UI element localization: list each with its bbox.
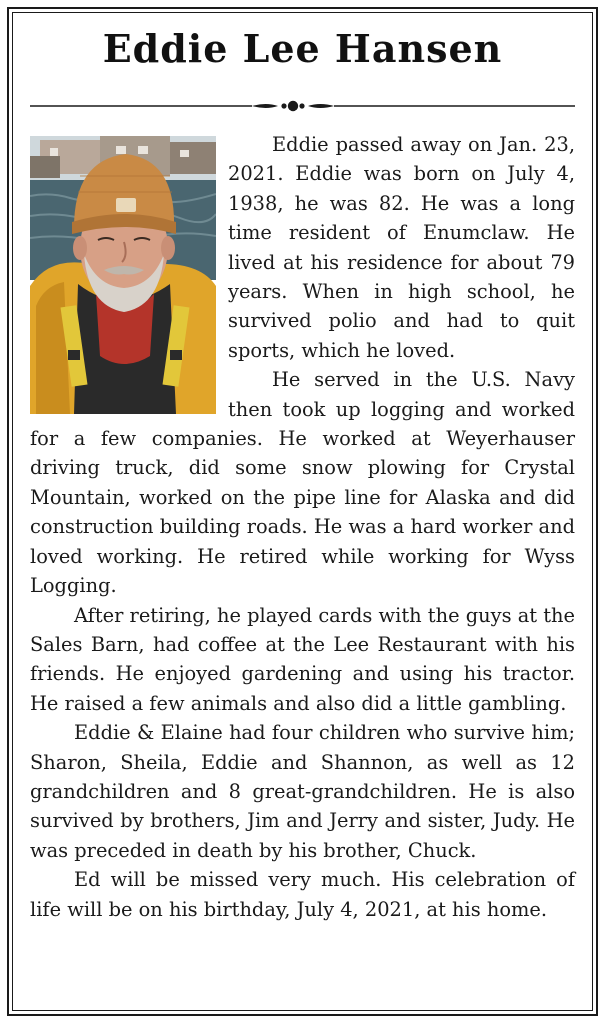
paragraph-1: Eddie passed away on Jan. 23, 2021. Eddie was born on July 4, 1938, he was 82. He was a long time resident of Enumclaw. He lived at his residence for about 79 years. When in high school, he survived polio and had to quit sports, which he loved. (228, 133, 575, 362)
paragraph-2: He served in the U.S. Navy then took up logging and worked for a few companies. He worked at Weyerhauser driving truck, did some snow plowing for Crystal Mountain, worked on the pipe line for Alaska and did construction building roads. He was a hard worker and loved working. He retired while working for Wyss Logging. (30, 368, 575, 598)
obituary-title: Eddie Lee Hansen (102, 26, 503, 71)
photo-wrap-space (30, 130, 228, 418)
ornamental-divider (30, 96, 575, 116)
paragraph-5: Ed will be missed very much. His celebration of life will be on his birthday, July 4, 2021, at his home. (30, 868, 575, 921)
paragraph-3: After retiring, he played cards with the guys at the Sales Barn, had coffee at the Lee Restaurant with his friends. He enjoyed gardening and using his tractor. He raised a few animals and also did a little gambling. (30, 603, 575, 715)
obituary-body (30, 130, 575, 924)
paragraph-4: Eddie & Elaine had four children who survive him; Sharon, Sheila, Eddie and Shannon, as well as 12 grandchildren and 8 great-grandchildren. He is also survived by brothers, Jim and Jerry and sister, Judy. He was preceded in death by his brother, Chuck. (30, 721, 575, 862)
